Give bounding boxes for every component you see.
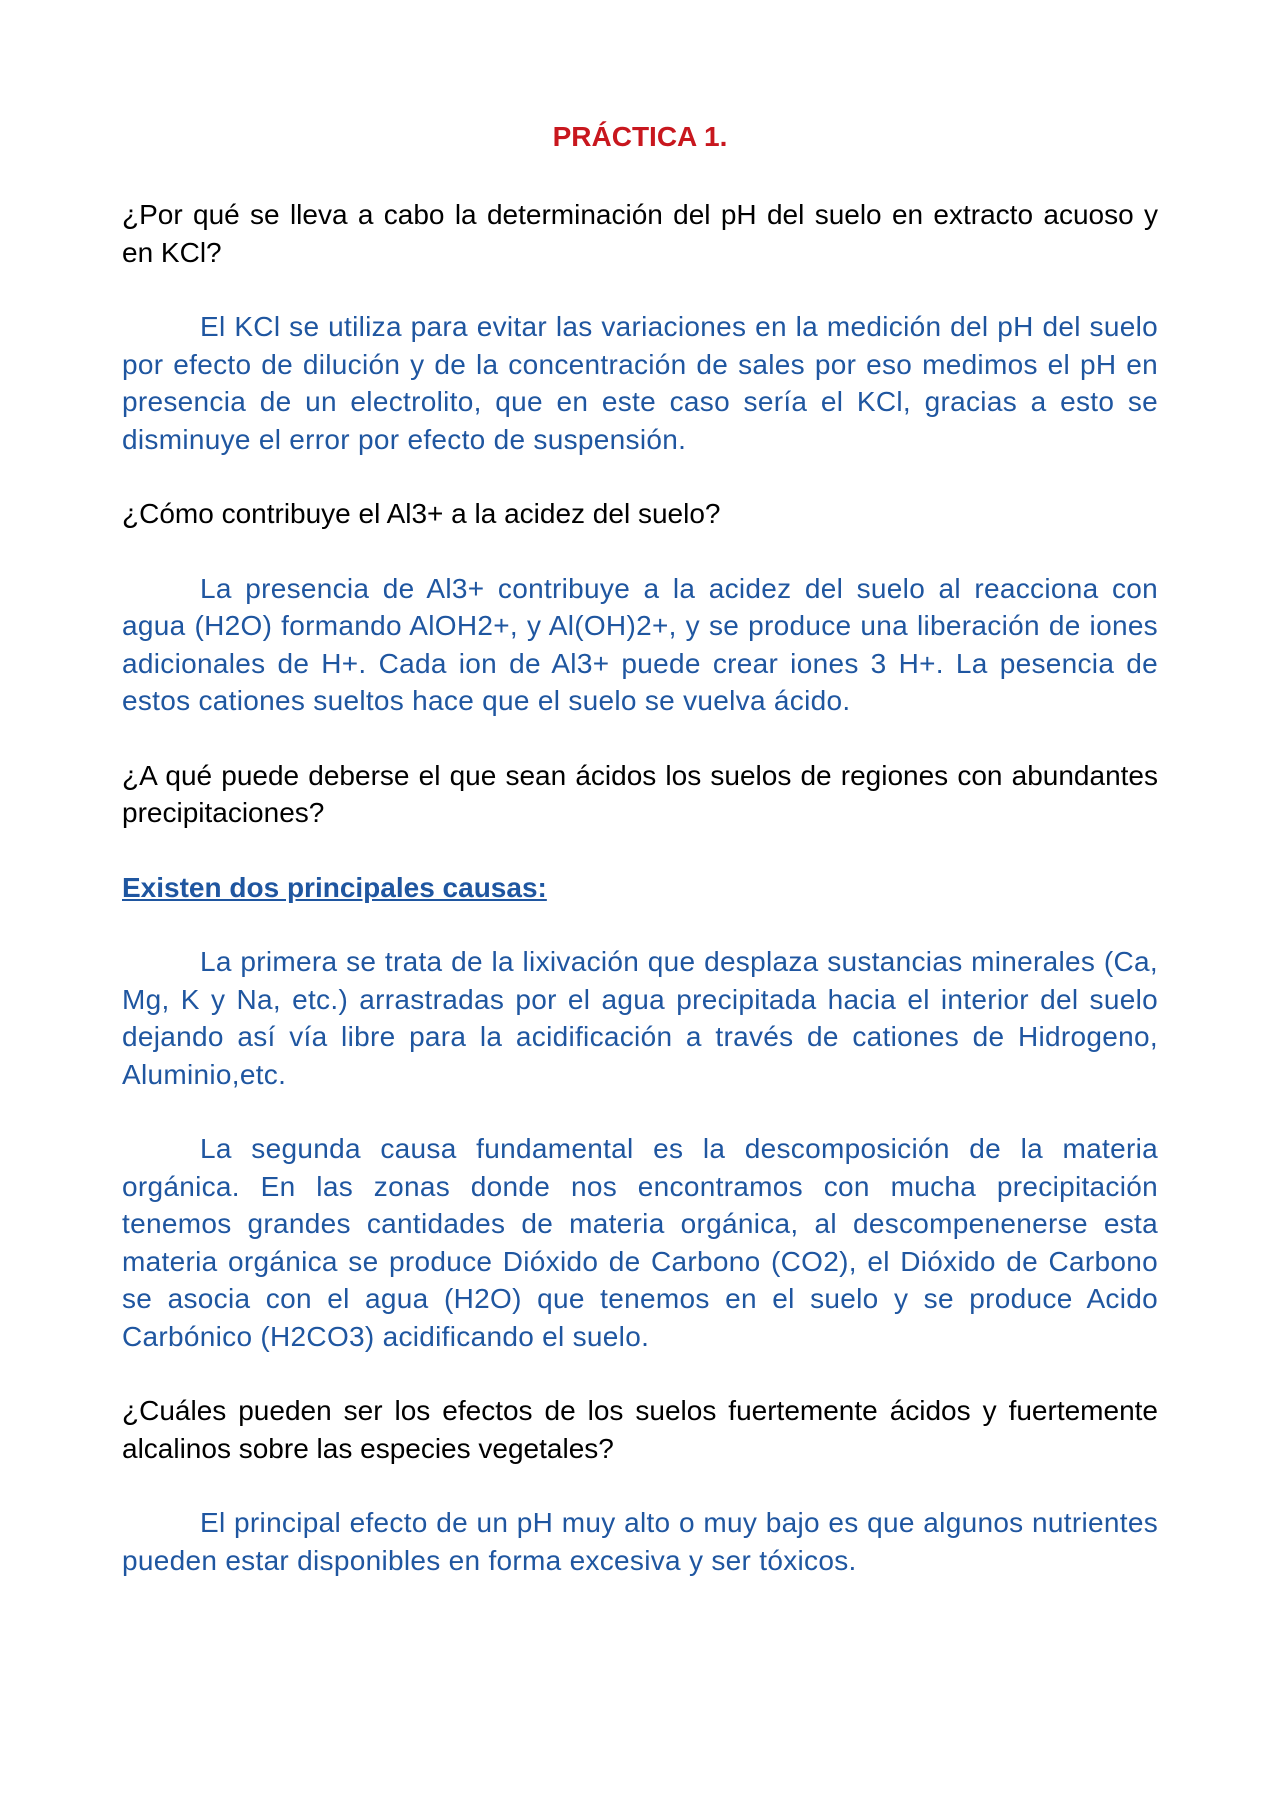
question-3: ¿A qué puede deberse el que sean ácidos los suelos de regiones con abundantes precipitaciones? — [122, 759, 1158, 828]
page-title: PRÁCTICA 1. — [552, 121, 728, 152]
answer-2: La presencia de Al3+ contribuye a la acidez del suelo al reacciona con agua (H2O) formando AlOH2+, y Al(OH)2+, y se produce una liberación de iones adicionales de H+. Cada ion de Al3+ puede crear iones 3 H+. La pesencia de estos cationes sueltos hace que el suelo se vuelva ácido. — [122, 572, 1158, 716]
answer-1: El KCl se utiliza para evitar las variaciones en la medición del pH del suelo por efecto de dilución y de la concentración de sales por eso medimos el pH en presencia de un electrolito, que en este caso sería el KCl, gracias a esto se disminuye el error por efecto de suspensión. — [122, 311, 1158, 455]
question-2: ¿Cómo contribuye el Al3+ a la acidez del suelo? — [122, 498, 721, 529]
causes-subheading: Existen dos principales causas: — [122, 871, 547, 903]
answer-3-cause-1: La primera se trata de la lixivación que desplaza sustancias minerales (Ca, Mg, K y Na, etc.) arrastradas por el agua precipitada hacia el interior del suelo dejando así vía libre para la acidificación a través de cationes de Hidrogeno, Aluminio,etc. — [122, 946, 1158, 1090]
answer-4: El principal efecto de un pH muy alto o muy bajo es que algunos nutrientes pueden estar disponibles en forma excesiva y ser tóxicos. — [122, 1507, 1158, 1576]
document-body — [122, 118, 1158, 1616]
answer-3-cause-2: La segunda causa fundamental es la descomposición de la materia orgánica. En las zonas donde nos encontramos con mucha precipitación tenemos grandes cantidades de materia orgánica, al descompenenerse esta materia orgánica se produce Dióxido de Carbono (CO2), el Dióxido de Carbono se asocia con el agua (H2O) que tenemos en el suelo y se produce Acido Carbónico (H2CO3) acidificando el suelo. — [122, 1133, 1158, 1352]
question-1: ¿Por qué se lleva a cabo la determinación del pH del suelo en extracto acuoso y en KCl? — [122, 199, 1158, 268]
question-4: ¿Cuáles pueden ser los efectos de los suelos fuertemente ácidos y fuertemente alcalinos sobre las especies vegetales? — [122, 1395, 1158, 1464]
